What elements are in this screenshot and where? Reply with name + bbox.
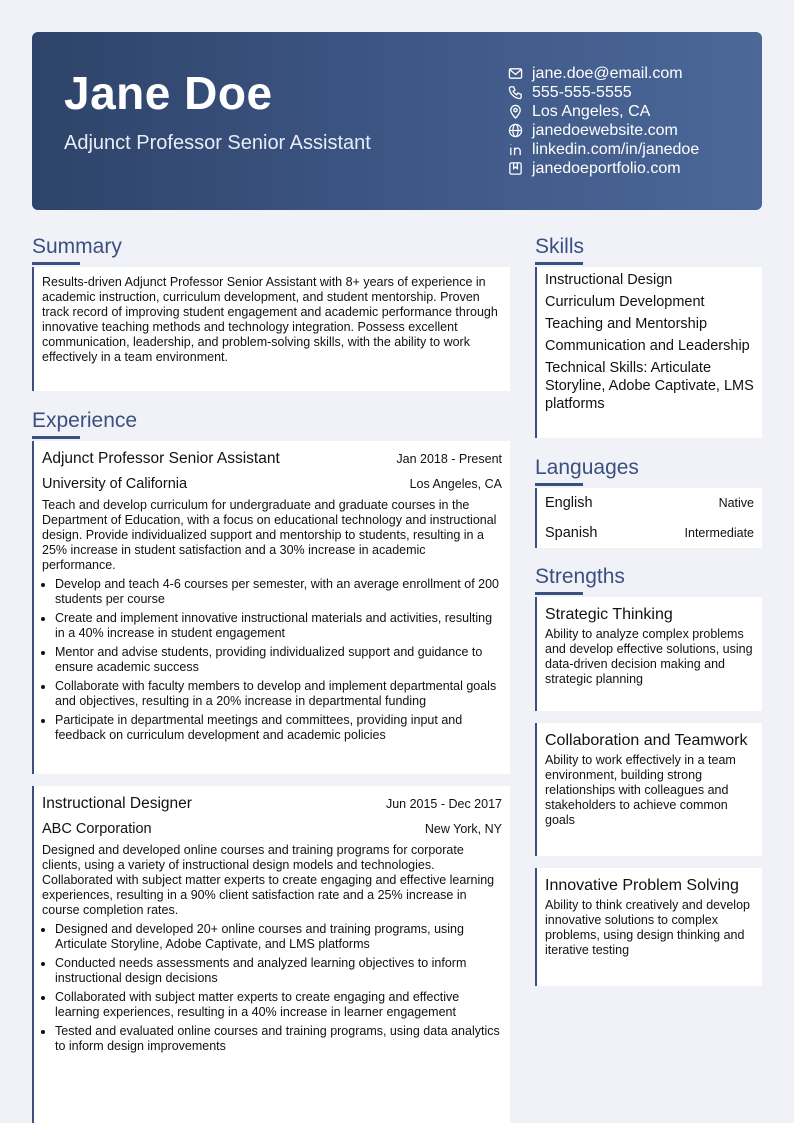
resume-header — [32, 32, 762, 210]
skill-item: Instructional Design — [545, 272, 673, 288]
job-description: Designed and developed online courses and training programs for corporate clients, using a variety of instructional design models and technologies. Collaborated with subject matter experts to create engaging and effective learning experiences, resulting in a 90% client satisfaction rate and a 25% increase in course completion rates. — [42, 843, 495, 917]
linkedin-icon — [508, 142, 523, 157]
list-item: • Conducted needs assessments and analyzed learning objectives to inform instructional design decisions — [55, 956, 502, 986]
job-role: Adjunct Professor Senior Assistant — [42, 450, 280, 467]
skills-underline — [535, 262, 583, 265]
strength-title: Strategic Thinking — [545, 606, 673, 623]
languages-heading-text: Languages — [535, 456, 639, 479]
experience-underline — [32, 436, 80, 439]
strengths-underline — [535, 592, 583, 595]
experience-item-1 — [32, 441, 510, 774]
job-location: New York, NY — [424, 822, 502, 836]
list-item: • Develop and teach 4-6 courses per semester, with an average enrollment of 200 students per course — [55, 577, 502, 607]
experience-item-2 — [32, 786, 510, 1123]
skills-heading — [535, 235, 584, 265]
strength-card-2 — [535, 723, 762, 856]
language-name: English — [545, 495, 593, 511]
globe-icon — [508, 123, 523, 138]
summary-card — [32, 267, 510, 391]
strength-title: Collaboration and Teamwork — [545, 732, 748, 749]
job-company: University of California — [42, 476, 188, 492]
skills-card — [535, 267, 762, 438]
contact-linkedin[interactable] — [508, 140, 699, 159]
contact-website-text: janedoewebsite.com — [532, 121, 678, 139]
list-item: • Create and implement innovative instructional materials and activities, resulting in a 40% increase in student engagement — [55, 611, 502, 641]
skill-item: Teaching and Mentorship — [545, 316, 708, 332]
list-item: • Collaborate with faculty members to develop and implement departmental goals and objectives, resulting in a 20% increase in departmental funding — [55, 679, 502, 709]
candidate-title: Adjunct Professor Senior Assistant — [64, 132, 371, 154]
list-item: • Tested and evaluated online courses and training programs, using data analytics to inform design improvements — [55, 1024, 502, 1054]
skill-item: Technical Skills: Articulate Storyline, Adobe Captivate, LMS platforms — [545, 360, 754, 412]
experience-heading-text: Experience — [32, 409, 138, 432]
language-level: Native — [718, 496, 754, 510]
strength-title: Innovative Problem Solving — [545, 877, 739, 894]
contact-location — [508, 102, 699, 121]
experience-heading — [32, 409, 137, 439]
list-item: • Participate in departmental meetings and committees, providing input and feedback on curriculum development and academic policies — [55, 713, 502, 743]
phone-icon — [508, 85, 523, 100]
languages-card — [535, 488, 762, 548]
contact-location-text: Los Angeles, CA — [532, 102, 651, 120]
contact-list — [508, 64, 699, 178]
strength-description: Ability to work effectively in a team environment, building strong relationships with colleagues and stakeholders to achieve common goals — [545, 753, 736, 827]
summary-text: Results-driven Adjunct Professor Senior Assistant with 8+ years of experience in academic instruction, curriculum development, and student mentorship. Proven track record of improving student engagement and academic performance through innovative teaching methods and technology integration. Possess excellent communication, leadership, and problem-solving skills, with the ability to work effectively in a team environment. — [42, 275, 498, 364]
skill-item: Communication and Leadership — [545, 338, 750, 354]
summary-heading — [32, 235, 122, 265]
job-description: Teach and develop curriculum for undergraduate and graduate courses in the Department of Education, with a focus on educational technology and instructional design. Provide individualized support and mentorship to students, resulting in a 25% increase in student satisfaction and a 30% increase in academic performance. — [42, 498, 497, 572]
contact-portfolio-text: janedoeportfolio.com — [532, 159, 681, 177]
list-item: • Designed and developed 20+ online courses and training programs, using Articulate Storyline, Adobe Captivate, and LMS platforms — [55, 922, 502, 952]
strength-description: Ability to think creatively and develop innovative solutions to complex problems, using design thinking and iterative testing — [545, 898, 750, 957]
language-level: Intermediate — [684, 526, 754, 540]
contact-linkedin-text: linkedin.com/in/janedoe — [532, 140, 700, 158]
list-item: • Mentor and advise students, providing individualized support and guidance to ensure academic success — [55, 645, 502, 675]
email-icon — [508, 66, 523, 81]
contact-phone-text: 555-555-5555 — [532, 83, 632, 101]
strength-card-3 — [535, 868, 762, 986]
job-company: ABC Corporation — [42, 821, 152, 837]
job-bullets — [42, 922, 502, 1054]
languages-underline — [535, 483, 583, 486]
job-location: Los Angeles, CA — [409, 477, 502, 491]
strength-card-1 — [535, 597, 762, 711]
strength-description: Ability to analyze complex problems and develop effective solutions, using data-driven decision making and strategic planning — [545, 627, 753, 686]
contact-phone[interactable] — [508, 83, 699, 102]
language-row — [537, 488, 762, 518]
summary-underline — [32, 262, 80, 265]
contact-portfolio[interactable] — [508, 159, 699, 178]
location-icon — [508, 104, 523, 119]
portfolio-icon — [508, 161, 523, 176]
summary-heading-text: Summary — [32, 235, 122, 258]
job-dates: Jan 2018 - Present — [396, 452, 502, 466]
contact-website[interactable] — [508, 121, 699, 140]
language-row — [537, 518, 762, 548]
language-name: Spanish — [545, 525, 598, 541]
skill-item: Curriculum Development — [545, 294, 705, 310]
list-item: • Collaborated with subject matter experts to create engaging and effective learning experiences, resulting in a 40% increase in learner engagement — [55, 990, 502, 1020]
contact-email-text: jane.doe@email.com — [532, 64, 683, 82]
candidate-name: Jane Doe — [64, 67, 273, 119]
skills-heading-text: Skills — [535, 235, 585, 258]
job-dates: Jun 2015 - Dec 2017 — [385, 797, 502, 811]
job-role: Instructional Designer — [42, 795, 192, 812]
strengths-heading-text: Strengths — [535, 565, 625, 588]
job-bullets — [42, 577, 502, 743]
contact-email[interactable] — [508, 64, 699, 83]
languages-heading — [535, 456, 639, 486]
strengths-heading — [535, 565, 625, 595]
